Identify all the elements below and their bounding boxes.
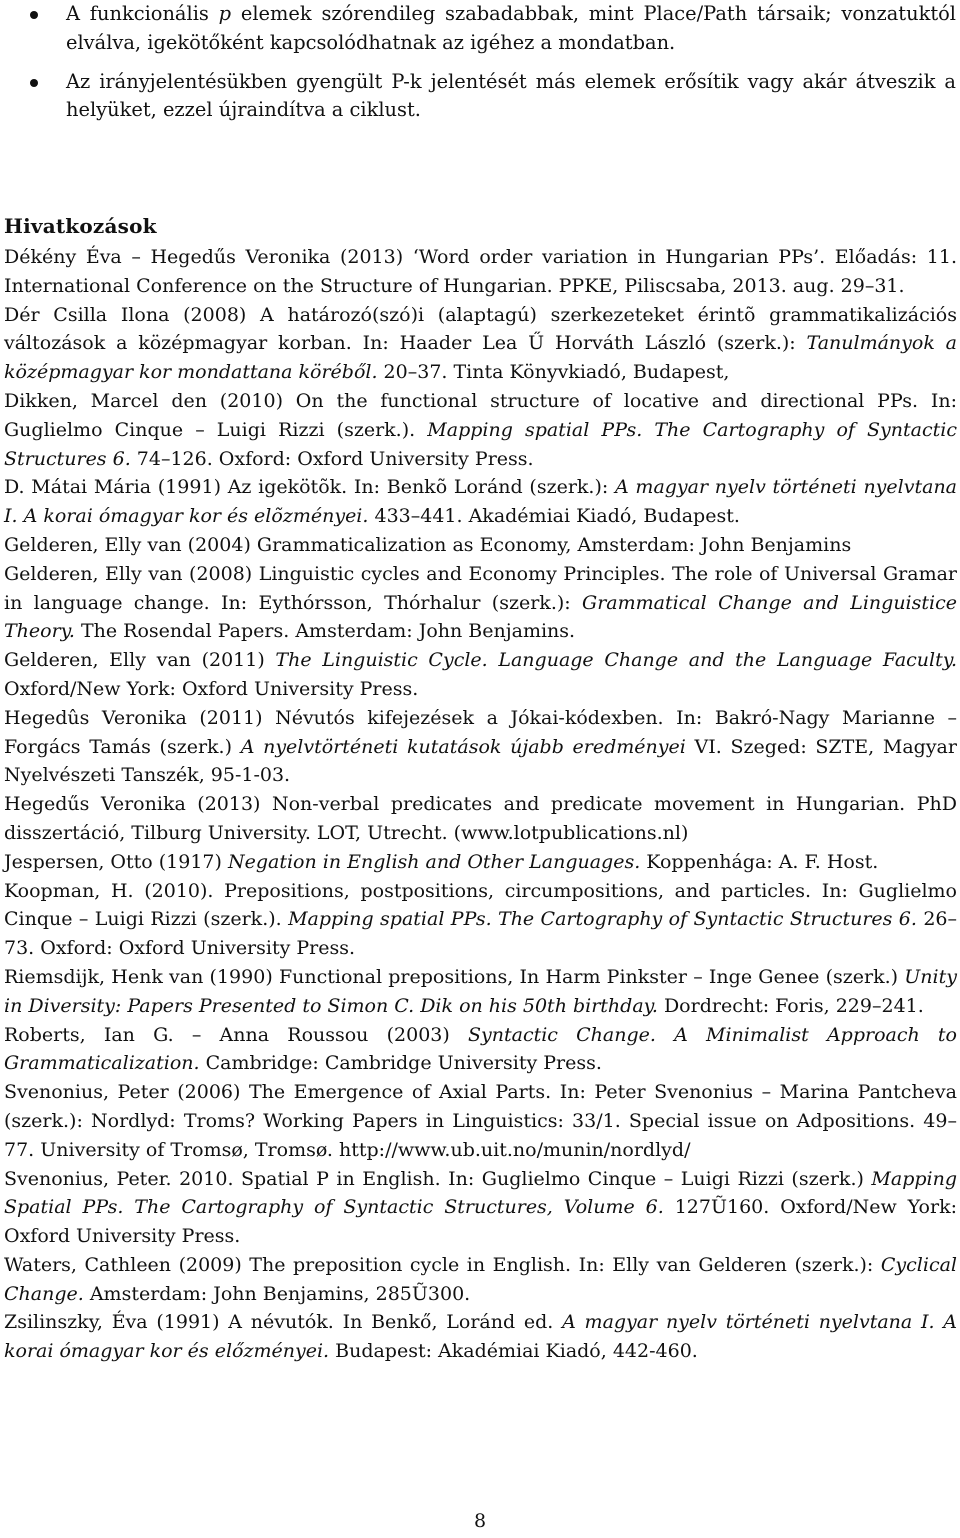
text-run: Koppenhága: A. F. Host. [640,850,879,873]
text-run: 433–441. Akadémiai Kiadó, Budapest. [368,505,740,528]
text-run: Cambridge: Cambridge University Press. [199,1052,602,1075]
text-run: Hegedűs Veronika (2013) Non-verbal predicates and predicate movement in Hungarian. PhD disszertáció, Tilburg University. LOT, Utrecht. (www.lotpublications.nl) [4,793,957,844]
italic-text: Grammatical Change and Linguistice Theory. [4,591,957,643]
bullet-icon [30,11,38,19]
text-run: Waters, Cathleen (2009) The preposition cycle in English. In: Elly van Gelderen (szerk.): [4,1253,881,1276]
italic-text: Mapping spatial PPs. The Cartography of Syntactic Structures 6. [4,418,957,470]
text-run: Hegedûs Veronika (2011) Névutós kifejezések a Jókai-kódexben. In: Bakró-Nagy Marianne – Forgács Tamás (szerk.) [4,706,957,758]
italic-text: p [218,2,232,25]
reference-entry [4,1078,957,1164]
section-heading: Hivatkozások [4,214,157,238]
reference-entry [4,560,957,646]
italic-text: Tanulmányok a középmagyar kor mondattana köréből. [4,332,957,384]
text-run: Svenonius, Peter (2006) The Emergence of Axial Parts. In: Peter Svenonius – Marina Pantcheva (szerk.): Nordlyd: Troms? Working Papers in Linguistics: 33/1. Special issue on Adpositions. 49–77. University of Tromsø, Tromsø. http://www.ub.uit.no/munin/nordlyd/ [4,1081,957,1161]
text-run: Dikken, Marcel den (2010) On the functional structure of locative and directional PPs. In: Guglielmo Cinque – Luigi Rizzi (szerk.). [4,389,957,441]
reference-entry [4,877,957,963]
bullet-item [0,0,960,58]
reference-entry [4,301,957,387]
text-run: A funkcionális [66,2,219,25]
italic-text: Syntactic Change. A Minimalist Approach to Grammaticalization. [4,1023,957,1075]
text-run: Gelderen, Elly van (2004) Grammaticalization as Economy, Amsterdam: John Benjamins [4,533,852,556]
italic-text: Mapping spatial PPs. The Cartography of Syntactic Structures 6. [288,908,917,931]
reference-entry [4,790,957,848]
text-run: Oxford/New York: Oxford University Press. [4,677,419,700]
italic-text: Unity in Diversity: Papers Presented to Simon C. Dik on his 50th birthday. [4,965,957,1017]
reference-entry [4,646,957,704]
italic-text: A magyar nyelv történeti nyelvtana I. A korai ómagyar kor és elõzményei. [4,476,958,528]
bullet-icon [30,79,38,87]
text-run: Koopman, H. (2010). Prepositions, postpositions, circumpositions, and particles. In: Guglielmo Cinque – Luigi Rizzi (szerk.). [4,879,957,931]
text-run: Dékény Éva – Hegedűs Veronika (2013) ‘Word order variation in Hungarian PPs’. Előadás: 11. International Conference on the Structure of Hungarian. PPKE, Piliscsaba, 2013. aug. 29–31. [4,246,957,297]
text-run: Budapest: Akadémiai Kiadó, 442-460. [329,1340,698,1363]
text-run: Riemsdijk, Henk van (1990) Functional prepositions, In Harm Pinkster – Inge Genee (szerk.) [4,965,905,988]
text-run: Jespersen, Otto (1917) [4,850,228,873]
reference-entry [4,1165,957,1251]
reference-entry [4,243,957,301]
text-run: Svenonius, Peter. 2010. Spatial P in English. In: Guglielmo Cinque – Luigi Rizzi (szerk.) [4,1167,872,1190]
text-run: 20–37. Tinta Könyvkiadó, Budapest, [377,361,730,384]
text-run: 26–73. Oxford: Oxford University Press. [4,908,957,960]
reference-entry [4,531,957,560]
reference-entry [4,1021,957,1079]
text-run: Dordrecht: Foris, 229–241. [657,994,924,1017]
bullet-list [0,0,960,135]
text-run: Gelderen, Elly van (2011) [4,649,276,672]
reference-list [4,243,957,1366]
text-run: VI. Szeged: SZTE, Magyar Nyelvészeti Tanszék, 95-1-03. [4,735,957,787]
italic-text: Mapping Spatial PPs. The Cartography of Syntactic Structures, Volume 6. [4,1167,957,1219]
bullet-item [0,68,960,126]
reference-entry [4,963,957,1021]
reference-entry [4,848,957,877]
reference-entry [4,473,957,531]
italic-text: Cyclical Change. [4,1253,957,1305]
text-run: 74–126. Oxford: Oxford University Press. [130,447,534,470]
italic-text: A magyar nyelv történeti nyelvtana I. A korai ómagyar kor és előzményei. [4,1311,958,1363]
text-run: Amsterdam: John Benjamins, 285Ũ300. [83,1282,471,1305]
italic-text: Negation in English and Other Languages. [227,850,641,873]
reference-entry [4,387,957,473]
text-run: Az irányjelentésükben gyengült P-k jelentését más elemek erősítik vagy akár átveszik a helyüket, ezzel újraindítva a ciklust. [66,69,956,122]
text-run: 127Ũ160. Oxford/New York: Oxford University Press. [4,1196,957,1248]
text-run: The Rosendal Papers. Amsterdam: John Benjamins. [74,620,576,643]
italic-text: A nyelvtörténeti kutatások újabb eredményei [240,735,686,758]
italic-text: The Linguistic Cycle. Language Change and the Language Faculty. [275,649,957,672]
text-run: Roberts, Ian G. – Anna Roussou (2003) [4,1023,468,1046]
text-run: Gelderen, Elly van (2008) Linguistic cycles and Economy Principles. The role of Universal Gramar in language change. In: Eythórsson, Thórhalur (szerk.): [4,562,957,614]
page-number: 8 [473,1510,487,1532]
text-run: Dér Csilla Ilona (2008) A határozó(szó)i (alaptagú) szerkezeteket érintõ grammatikalizációs változások a középmagyar korban. In: Haader Lea Ű Horváth László (szerk.): [4,303,957,355]
text-run: Zsilinszky, Éva (1991) A névutók. In Benkő, Loránd ed. [4,1311,563,1334]
reference-entry [4,1308,957,1366]
reference-entry [4,704,957,790]
reference-entry [4,1251,957,1309]
text-run: D. Mátai Mária (1991) Az igekötõk. In: Benkõ Loránd (szerk.): [4,476,615,499]
text-run: elemek szórendileg szabadabbak, mint Place/Path társaik; vonzatuktól elválva, igekötőként kapcsolódhatnak az igéhez a mondatban. [66,2,956,54]
